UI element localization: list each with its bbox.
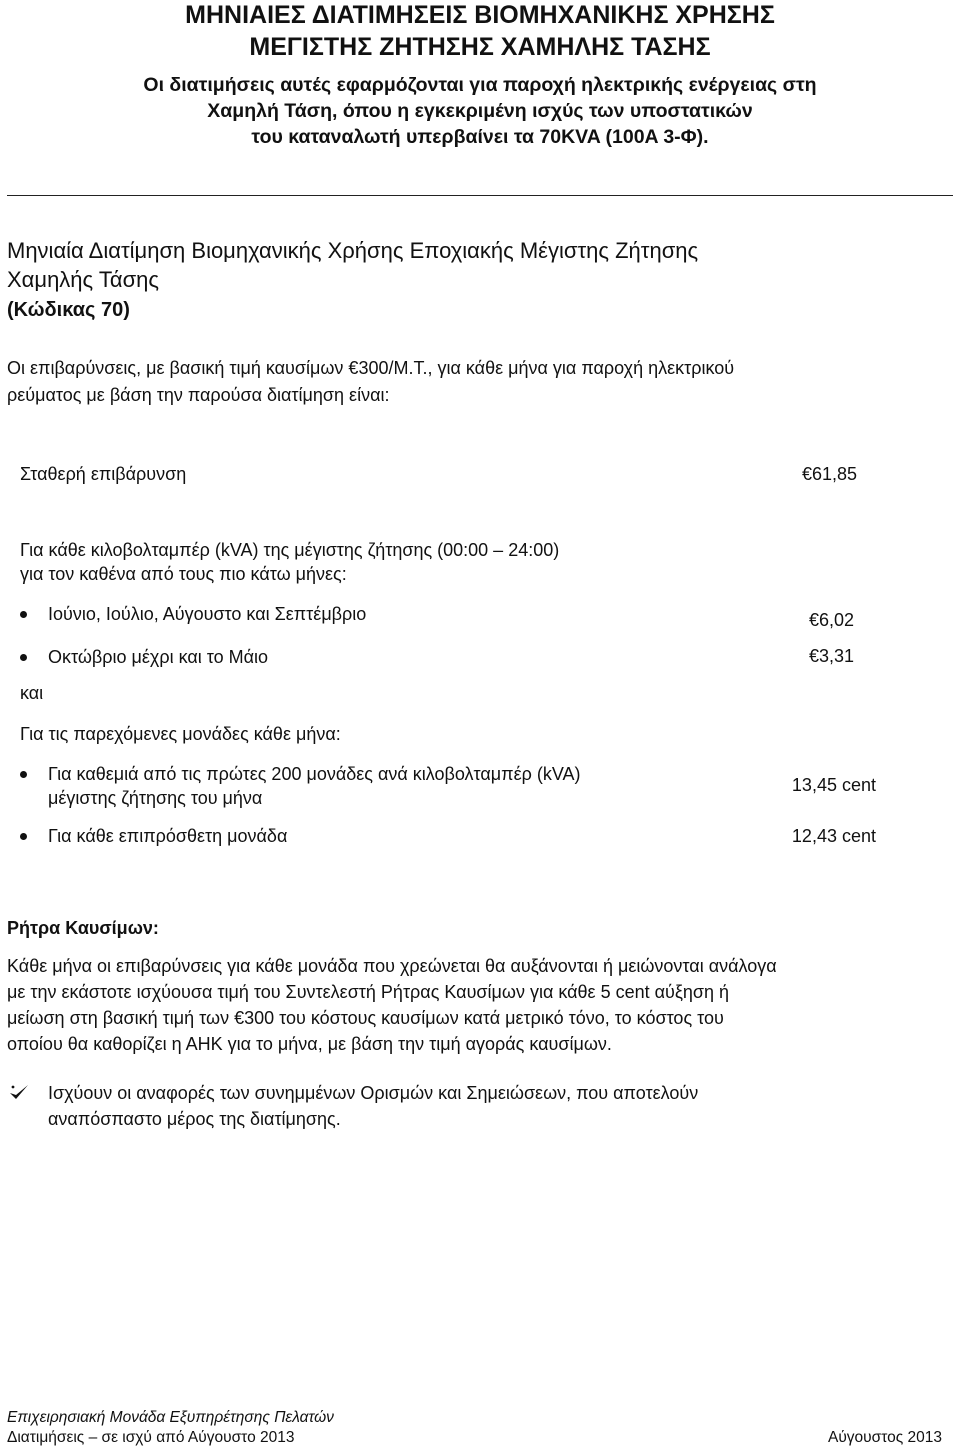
unit-item2-value: 12,43 cent [791,826,876,846]
kva-item-summer-label: Ιούνιο, Ιούλιο, Αύγουστο και Σεπτέμβριο [48,604,367,624]
tariff-heading-line1: Μηνιαία Διατίμηση Βιομηχανικής Χρήσης Εποχιακής Μέγιστης Ζήτησης [7,238,699,263]
kva-item-summer-value: €6,02 [808,610,854,630]
kva-item-winter-label: Οκτώβριο μέχρι και το Μάιο [48,647,269,667]
tariff-intro-line2: ρεύματος με βάση την παρούσα διατίμηση είναι: [7,385,390,405]
subtitle-line2: Χαμηλή Τάση, όπου η εγκεκριμένη ισχύς των υποστατικών [207,100,753,122]
tariff-heading-line2: Χαμηλής Τάσης [7,267,160,292]
kva-item-winter-value: €3,31 [808,646,854,666]
document-title-line1: ΜΗΝΙΑΙΕΣ ΔΙΑΤΙΜΗΣΕΙΣ ΒΙΟΜΗΧΑΝΙΚΗΣ ΧΡΗΣΗΣ [185,1,775,29]
tariff-intro-line1: Οι επιβαρύνσεις, με βασική τιμή καυσίμων €300/Μ.Τ., για κάθε μήνα για παροχή ηλεκτρικού [7,358,735,378]
fuel-clause-heading: Ρήτρα Καυσίμων: [7,918,159,938]
bullet-icon [20,611,27,618]
fuel-clause-line4: οποίου θα καθορίζει η ΑΗΚ για το μήνα, με βάση την τιμή αγοράς καυσίμων. [7,1034,612,1054]
footer-unit: Επιχειρησιακή Μονάδα Εξυπηρέτησης Πελατών [7,1409,334,1426]
unit-item2-label: Για κάθε επιπρόσθετη μονάδα [48,826,288,846]
and-label: και [20,683,44,703]
units-intro: Για τις παρεχόμενες μονάδες κάθε μήνα: [20,724,341,744]
footer-date: Αύγουστος 2013 [827,1429,942,1446]
tariff-code: (Κώδικας 70) [7,299,130,321]
unit-item1-line2: μέγιστης ζήτησης του μήνα [48,788,263,808]
footer-validity: Διατιμήσεις – σε ισχύ από Αύγουστο 2013 [7,1429,295,1446]
unit-item1-value: 13,45 cent [791,775,876,795]
fuel-clause-line1: Κάθε μήνα οι επιβαρύνσεις για κάθε μονάδα που χρεώνεται θα αυξάνονται ή μειώνονται ανάλογα [7,956,777,976]
fixed-charge-label: Σταθερή επιβάρυνση [20,464,187,484]
kva-description-line1: Για κάθε κιλοβολταμπέρ (kVA) της μέγιστης ζήτησης (00:00 – 24:00) [20,540,560,560]
note-line1: Ισχύουν οι αναφορές των συνημμένων Ορισμών και Σημειώσεων, που αποτελούν [48,1083,699,1103]
document-title-line2: ΜΕΓΙΣΤΗΣ ΖΗΤΗΣΗΣ ΧΑΜΗΛΗΣ ΤΑΣΗΣ [249,33,711,61]
subtitle-line1: Οι διατιμήσεις αυτές εφαρμόζονται για παροχή ηλεκτρικής ενέργειας στη [143,74,817,96]
subtitle-line3: του καταναλωτή υπερβαίνει τα 70KVA (100A 3-Φ). [251,126,709,148]
fuel-clause-line3: μείωση στη βασική τιμή των €300 του κόστους καυσίμων κατά μετρικό τόνο, το κόστος του [7,1008,724,1028]
checkmark-star-bullet-icon [8,1082,30,1104]
unit-item1-line1: Για καθεμιά από τις πρώτες 200 μονάδες ανά κιλοβολταμπέρ (kVA) [48,764,581,784]
bullet-icon [20,833,27,840]
note-line2: αναπόσπαστο μέρος της διατίμησης. [48,1109,341,1129]
fixed-charge-value: €61,85 [801,464,857,484]
bullet-icon [20,654,27,661]
header-divider [7,195,953,196]
kva-description-line2: για τον καθένα από τους πιο κάτω μήνες: [20,564,347,584]
bullet-icon [20,771,27,778]
fuel-clause-line2: με την εκάστοτε ισχύουσα τιμή του Συντελεστή Ρήτρας Καυσίμων για κάθε 5 cent αύξηση ή [7,982,730,1002]
